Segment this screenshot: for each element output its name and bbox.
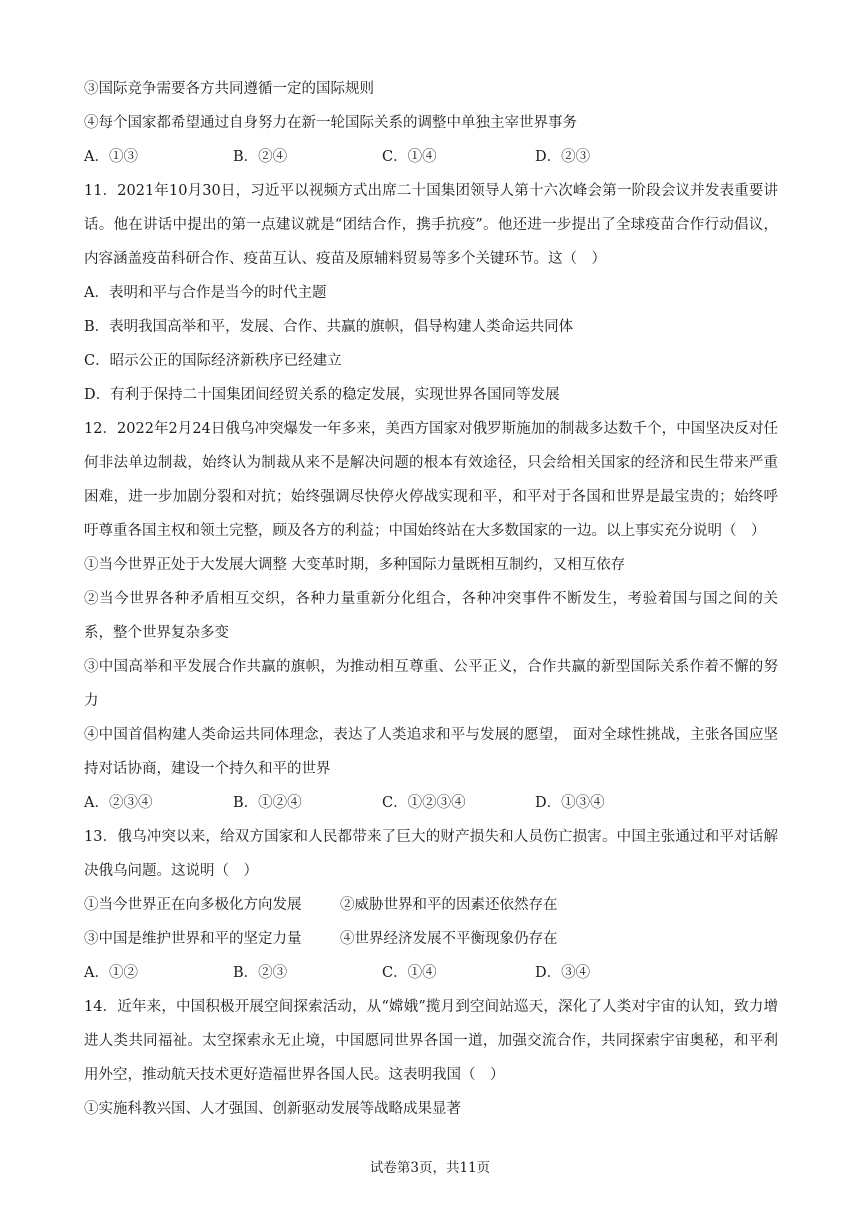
q10-item-3: ③国际竞争需要各方共同遵循一定的国际规则 — [84, 81, 374, 97]
page-footer: 试卷第3页，共11页 — [369, 1160, 491, 1176]
q13-stem: 13．俄乌冲突以来，给双方国家和人民都带来了巨大的财产损失和人员伤亡损害。中国主张通过和平对话解决俄乌问题。这说明（ ） — [84, 829, 778, 879]
page-content — [84, 72, 778, 1126]
q11-option-d: D．有利于保持二十国集团间经贸关系的稳定发展，实现世界各国同等发展 — [84, 387, 560, 403]
q14-stem: 14．近年来，中国积极开展空间探索活动，从“嫦娥”揽月到空间站巡天，深化了人类对宇宙的认知，致力增进人类共同福祉。太空探索永无止境，中国愿同世界各国一道，加强交流合作，共同探索宇宙奥秘，和平利用外空，推动航天技术更好造福世界各国人民。这表明我国（ ） — [84, 999, 778, 1083]
q13-item-1: ①当今世界正在向多极化方向发展 — [84, 897, 302, 913]
q14-item-1: ①实施科教兴国、人才强国、创新驱动发展等战略成果显著 — [84, 1101, 461, 1117]
q12-item-4: ④中国首倡构建人类命运共同体理念，表达了人类追求和平与发展的愿望， 面对全球性挑战，主张各国应坚持对话协商，建设一个持久和平的世界 — [84, 727, 778, 777]
q10-options — [84, 140, 778, 174]
q12-item-2: ②当今世界各种矛盾相互交织，各种力量重新分化组合，各种冲突事件不断发生，考验着国与国之间的关系，整个世界复杂多变 — [84, 591, 778, 641]
q13-items-row-1 — [84, 888, 778, 922]
q12-item-1: ①当今世界正处于大发展大调整 大变革时期，多种国际力量既相互制约，又相互依存 — [84, 557, 626, 573]
q12-option-d: D．①③④ — [535, 795, 605, 811]
q10-option-d: D．②③ — [535, 149, 591, 165]
q10-option-c: C．①④ — [382, 149, 437, 165]
q12-item-3: ③中国高举和平发展合作共赢的旗帜，为推动相互尊重、公平正义，合作共赢的新型国际关系作着不懈的努力 — [84, 659, 778, 709]
q13-item-4: ④世界经济发展不平衡现象仍存在 — [340, 931, 558, 947]
q13-option-a: A．①② — [84, 965, 138, 981]
q10-item-4: ④每个国家都希望通过自身努力在新一轮国际关系的调整中单独主宰世界事务 — [84, 115, 577, 131]
q11-option-a: A．表明和平与合作是当今的时代主题 — [84, 285, 327, 301]
q11-stem: 11．2021年10月30日，习近平以视频方式出席二十国集团领导人第十六次峰会第一阶段会议并发表重要讲话。他在讲话中提出的第一点建议就是“团结合作，携手抗疫”。他还进一步提出了全球疫苗合作行动倡议，内容涵盖疫苗科研合作、疫苗互认、疫苗及原辅料贸易等多个关键环节。这（ ） — [84, 183, 778, 267]
q10-option-b: B．②④ — [233, 149, 288, 165]
q13-option-d: D．③④ — [535, 965, 591, 981]
q11-option-c: C．昭示公正的国际经济新秩序已经建立 — [84, 353, 342, 369]
q13-item-2: ②威胁世界和平的因素还依然存在 — [340, 897, 558, 913]
q13-option-b: B．②③ — [233, 965, 288, 981]
q12-option-c: C．①②③④ — [382, 795, 466, 811]
q12-options — [84, 786, 778, 820]
q13-option-c: C．①④ — [382, 965, 437, 981]
q13-options — [84, 956, 778, 990]
q10-option-a: A．①③ — [84, 149, 138, 165]
q11-option-b: B．表明我国高举和平，发展、合作、共赢的旗帜，倡导构建人类命运共同体 — [84, 319, 574, 335]
q12-option-a: A．②③④ — [84, 795, 153, 811]
q13-items-row-2 — [84, 922, 778, 956]
q12-option-b: B．①②④ — [233, 795, 302, 811]
q12-stem: 12．2022年2月24日俄乌冲突爆发一年多来，美西方国家对俄罗斯施加的制裁多达数千个，中国坚决反对任何非法单边制裁，始终认为制裁从来不是解决问题的根本有效途径，只会给相关国家的经济和民生带来严重困难，进一步加剧分裂和对抗；始终强调尽快停火停战实现和平，和平对于各国和世界是最宝贵的；始终呼吁尊重各国主权和领土完整，顾及各方的利益；中国始终站在大多数国家的一边。以上事实充分说明（ ） — [84, 421, 778, 539]
q13-item-3: ③中国是维护世界和平的坚定力量 — [84, 931, 302, 947]
